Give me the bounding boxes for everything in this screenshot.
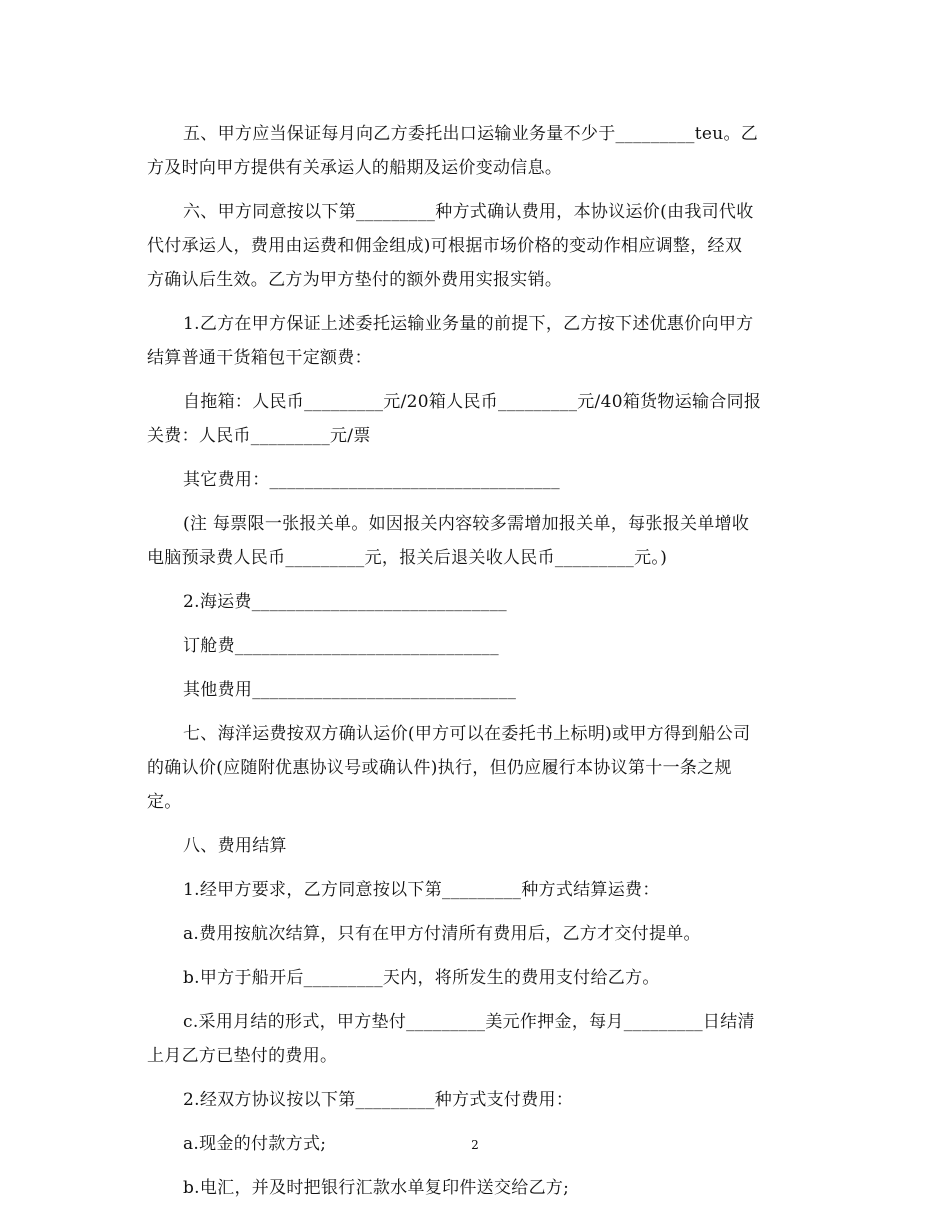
text-line: 七、海洋运费按双方确认运价(甲方可以在委托书上标明)或甲方得到船公司: [183, 724, 751, 744]
text-line: b.电汇，并及时把银行汇款水单复印件送交给乙方;: [183, 1178, 570, 1198]
text-line: 其它费用：_________________________________: [183, 470, 560, 490]
text-line: 1.乙方在甲方保证上述委托运输业务量的前提下，乙方按下述优惠价向甲方: [183, 314, 754, 334]
text-line: 上月乙方已垫付的费用。: [147, 1046, 338, 1066]
text-line: 结算普通干货箱包干定额费：: [147, 348, 372, 368]
text-line: a.费用按航次结算，只有在甲方付清所有费用后，乙方才交付提单。: [183, 924, 701, 944]
text-line: 2.海运费_____________________________: [183, 592, 507, 612]
clause-6-item-1: [147, 307, 812, 375]
text-line: (注 每票限一张报关单。如因报关内容较多需增加报关单，每张报关单增收: [183, 514, 750, 534]
text-line: 1.经甲方要求，乙方同意按以下第_________种方式结算运费：: [183, 880, 660, 900]
payment-wire: [147, 1171, 812, 1205]
text-line: b.甲方于船开后_________天内，将所发生的费用支付给乙方。: [183, 968, 660, 988]
text-line: 八、费用结算: [183, 836, 287, 856]
text-line: 六、甲方同意按以下第_________种方式确认费用，本协议运价(由我司代收: [183, 202, 754, 222]
page-number: 2: [471, 1138, 479, 1152]
text-line: 自拖箱：人民币_________元/20箱人民币_________元/40箱货物运输合同报: [183, 392, 762, 412]
text-line: 定。: [147, 792, 182, 812]
clause-8-item-1: [147, 873, 812, 907]
ocean-freight: [147, 585, 812, 619]
booking-fee: [147, 629, 812, 663]
other-fees: [147, 463, 812, 497]
clause-6: [147, 195, 812, 297]
text-line: 电脑预录费人民币_________元，报关后退关收人民币_________元。): [147, 548, 668, 568]
customs-note: [147, 507, 812, 575]
text-line: c.采用月结的形式，甲方垫付_________美元作押金，每月_________日结清: [183, 1012, 755, 1032]
option-a-voyage: [147, 917, 812, 951]
text-line: 2.经双方协议按以下第_________种方式支付费用：: [183, 1090, 574, 1110]
text-line: 方及时向甲方提供有关承运人的船期及运价变动信息。: [147, 158, 563, 178]
text-line: 订舱费______________________________: [183, 636, 499, 656]
text-line: 的确认价(应随附优惠协议号或确认件)执行，但仍应履行本协议第十一条之规: [147, 758, 732, 778]
text-line: 五、甲方应当保证每月向乙方委托出口运输业务量不少于_________teu。乙: [183, 124, 759, 144]
text-line: 其他费用______________________________: [183, 680, 517, 700]
text-line: 代付承运人，费用由运费和佣金组成)可根据市场价格的变动作相应调整，经双: [147, 236, 743, 256]
misc-fees: [147, 673, 812, 707]
clause-5: [147, 117, 812, 185]
document-body: [147, 117, 812, 1215]
option-c-monthly: [147, 1005, 812, 1073]
clause-8-item-2: [147, 1083, 812, 1117]
clause-7: [147, 717, 812, 819]
text-line: 方确认后生效。乙方为甲方垫付的额外费用实报实销。: [147, 270, 563, 290]
option-b-after-sailing: [147, 961, 812, 995]
clause-8-heading: [147, 829, 812, 863]
text-line: 关费：人民币_________元/票: [147, 426, 371, 446]
text-line: a.现金的付款方式;: [183, 1134, 327, 1154]
self-haul-fee: [147, 385, 812, 453]
